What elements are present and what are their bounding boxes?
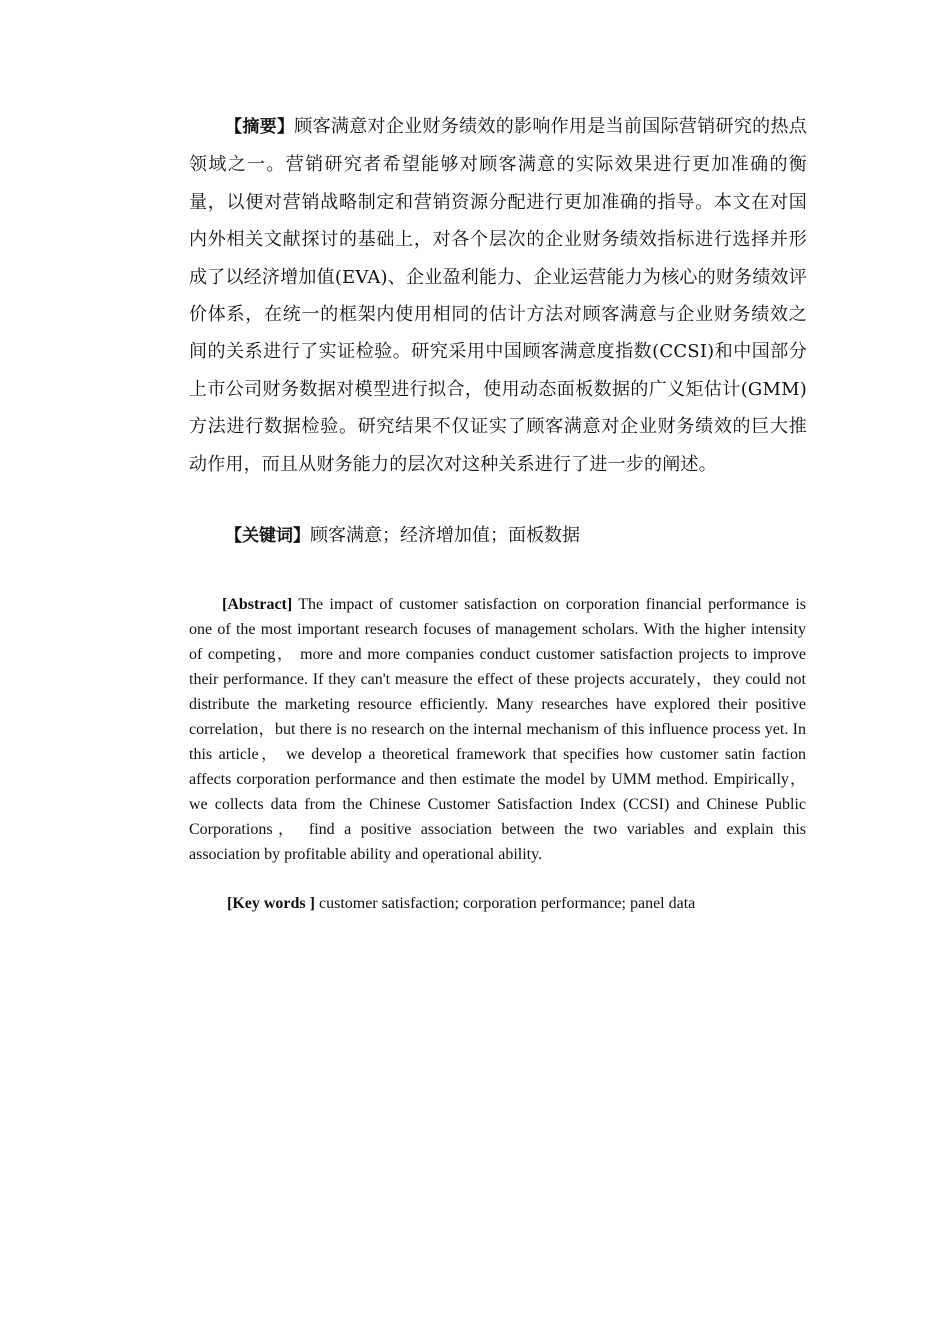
chinese-abstract-label: 【摘要】 — [225, 117, 295, 137]
english-abstract-label: [Abstract] — [222, 596, 293, 613]
chinese-keywords — [189, 517, 807, 555]
chinese-keywords-text: 顾客满意；经济增加值；面板数据 — [310, 525, 580, 546]
english-keywords-label: [Key words ] — [227, 895, 315, 912]
english-abstract — [189, 592, 806, 867]
english-keywords — [189, 891, 806, 916]
english-abstract-paragraph — [189, 592, 806, 867]
chinese-abstract — [189, 108, 807, 483]
chinese-abstract-paragraph — [189, 108, 807, 483]
english-keywords-text: customer satisfaction; corporation performance; panel data — [314, 895, 696, 912]
english-abstract-text: The impact of customer satisfaction on corporation financial performance is one of the most important research focuses of management scholars. With the higher intensity of competing， more and more companies conduct customer satisfaction projects to improve their performance. If they can't measure the effect of these projects accurately，they could not distribute the marketing resource efficiently. Many researches have explored their positive correlation，but there is no research on the internal mechanism of this influence process yet. In this article， we develop a theoretical framework that specifies how customer satin faction affects corporation performance and then estimate the model by UMM method. Empirically， we collects data from the Chinese Customer Satisfaction Index (CCSI) and Chinese Public Corporations， find a positive association between the two variables and explain this association by profitable ability and operational ability. — [189, 596, 806, 863]
chinese-abstract-text: 顾客满意对企业财务绩效的影响作用是当前国际营销研究的热点领域之一。营销研究者希望能够对顾客满意的实际效果进行更加准确的衡量，以便对营销战略制定和营销资源分配进行更加准确的指导。本文在对国内外相关文献探讨的基础上，对各个层次的企业财务绩效指标进行选择并形成了以经济增加值(EVA)、企业盈利能力、企业运营能力为核心的财务绩效评价体系，在统一的框架内使用相同的估计方法对顾客满意与企业财务绩效之间的关系进行了实证检验。研究采用中国顾客满意度指数(CCSI)和中国部分上市公司财务数据对模型进行拟合，使用动态面板数据的广义矩估计(GMM)方法进行数据检验。研究结果不仅证实了顾客满意对企业财务绩效的巨大推动作用，而且从财务能力的层次对这种关系进行了进一步的阐述。 — [189, 116, 807, 475]
chinese-keywords-label: 【关键词】 — [225, 526, 310, 546]
